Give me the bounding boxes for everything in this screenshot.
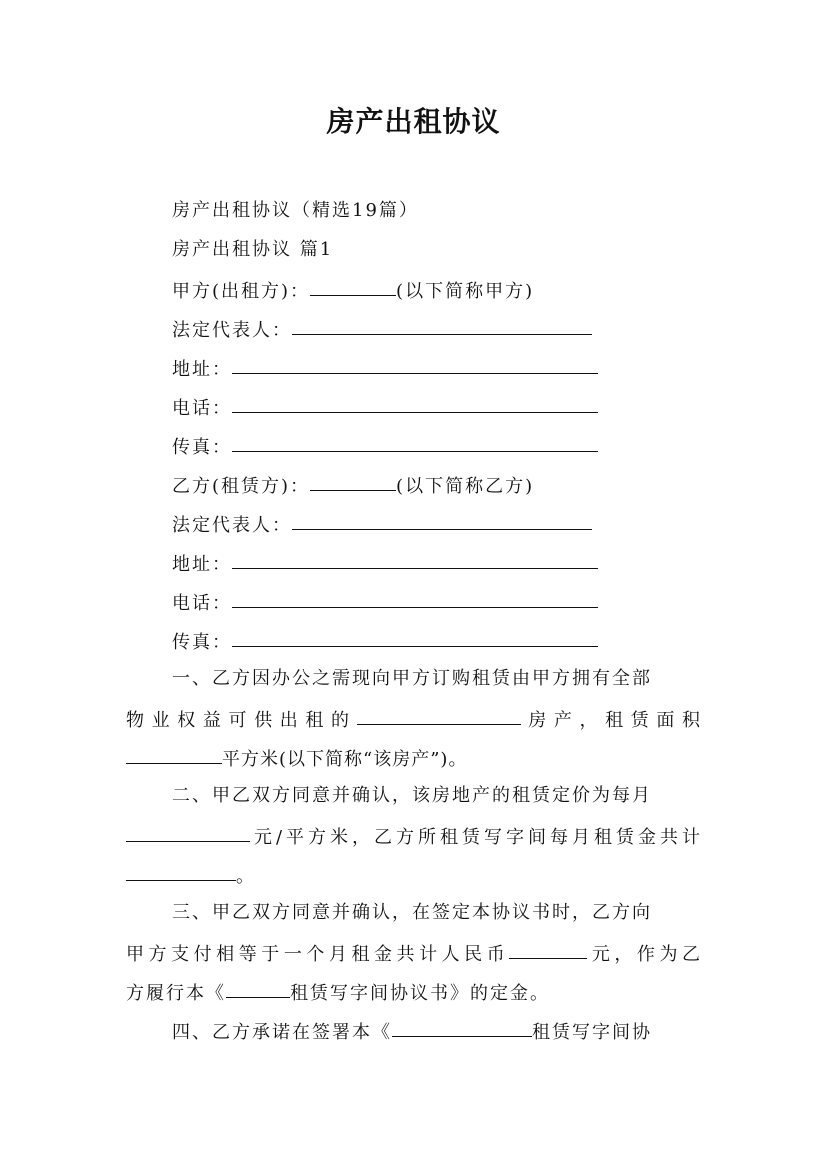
- party-a-phone-blank: [232, 391, 598, 413]
- party-a-rep-line: [172, 313, 592, 343]
- clause2-line3-text: 。: [236, 866, 254, 887]
- party-a-address-line: [172, 352, 598, 382]
- party-b-phone-label: 电话：: [172, 593, 232, 614]
- party-a-fax-blank: [232, 430, 598, 452]
- clause1-line3-text: 平方米(以下简称“该房产”)。: [222, 749, 468, 770]
- party-a-fax-line: [172, 430, 598, 460]
- party-b-address-label: 地址：: [172, 554, 232, 575]
- party-a-rep-label: 法定代表人：: [172, 320, 292, 341]
- clause1-area-blank: [126, 742, 222, 764]
- clause3-line1: 三、甲乙双方同意并确认，在签定本协议书时，乙方向: [172, 902, 652, 923]
- clause3-line2-text-b: 元，作为乙: [587, 944, 701, 965]
- party-b-name-blank: [310, 469, 396, 491]
- clause3-line3: [126, 976, 700, 1006]
- clause3-name-blank: [226, 976, 290, 998]
- party-b-phone-line: [172, 586, 598, 616]
- party-a-fax-label: 传真：: [172, 437, 232, 458]
- clause3-line2-text-a: 甲方支付相等于一个月租金共计人民币: [126, 944, 510, 965]
- party-b-fax-line: [172, 625, 598, 655]
- party-a-name-blank: [310, 274, 396, 296]
- party-a-rep-blank: [292, 313, 592, 335]
- clause1-line2-text-a: 物业权益可供出租的: [126, 710, 357, 731]
- clause1-line3: [126, 742, 700, 772]
- clause1-line2-text-b: 房产，租赁面积: [520, 710, 700, 731]
- party-b-fax-blank: [232, 625, 598, 647]
- party-b-phone-blank: [232, 586, 598, 608]
- party-a-note: (以下简称甲方): [396, 281, 535, 302]
- clause1-line2: [126, 703, 700, 733]
- clause2-line2-text: 元/平方米，乙方所租赁写字间每月租赁金共计: [250, 827, 700, 848]
- clause4-name-blank: [392, 1015, 532, 1037]
- clause3-line3-text-a: 方履行本《: [126, 983, 226, 1004]
- clause1-property-blank: [357, 703, 521, 725]
- party-b-note: (以下简称乙方): [396, 476, 535, 497]
- clause2-total-blank: [126, 859, 236, 881]
- clause2-price-blank: [126, 820, 250, 842]
- party-b-address-blank: [232, 547, 598, 569]
- clause3-line3-text-b: 租赁写字间协议书》的定金。: [290, 983, 550, 1004]
- party-b-rep-label: 法定代表人：: [172, 515, 292, 536]
- clause3-deposit-blank: [509, 937, 587, 959]
- party-a-phone-label: 电话：: [172, 398, 232, 419]
- party-a-label: 甲方(出租方)：: [172, 281, 311, 302]
- party-a-address-blank: [232, 352, 598, 374]
- party-b-rep-line: [172, 508, 592, 538]
- clause4-line1: [172, 1015, 700, 1045]
- clause3-line2: [126, 937, 700, 967]
- clause2-line1: 二、甲乙双方同意并确认，该房地产的租赁定价为每月: [172, 785, 652, 806]
- clause4-line1-text-a: 四、乙方承诺在签署本《: [172, 1022, 392, 1043]
- party-a-line: [172, 274, 534, 304]
- party-b-line: [172, 469, 534, 499]
- party-b-fax-label: 传真：: [172, 632, 232, 653]
- clause2-line3: [126, 859, 700, 889]
- clause1-line1: 一、乙方因办公之需现向甲方订购租赁由甲方拥有全部: [172, 668, 652, 689]
- party-b-address-line: [172, 547, 598, 577]
- document-title: 房产出租协议: [326, 105, 501, 138]
- document-subtitle: 房产出租协议（精选19篇）: [172, 200, 419, 221]
- party-a-address-label: 地址：: [172, 359, 232, 380]
- section-heading: 房产出租协议 篇1: [172, 239, 334, 260]
- party-b-label: 乙方(租赁方)：: [172, 476, 311, 497]
- clause4-line1-text-b: 租赁写字间协: [532, 1022, 652, 1043]
- party-a-phone-line: [172, 391, 598, 421]
- party-b-rep-blank: [292, 508, 592, 530]
- clause2-line2: [126, 820, 700, 850]
